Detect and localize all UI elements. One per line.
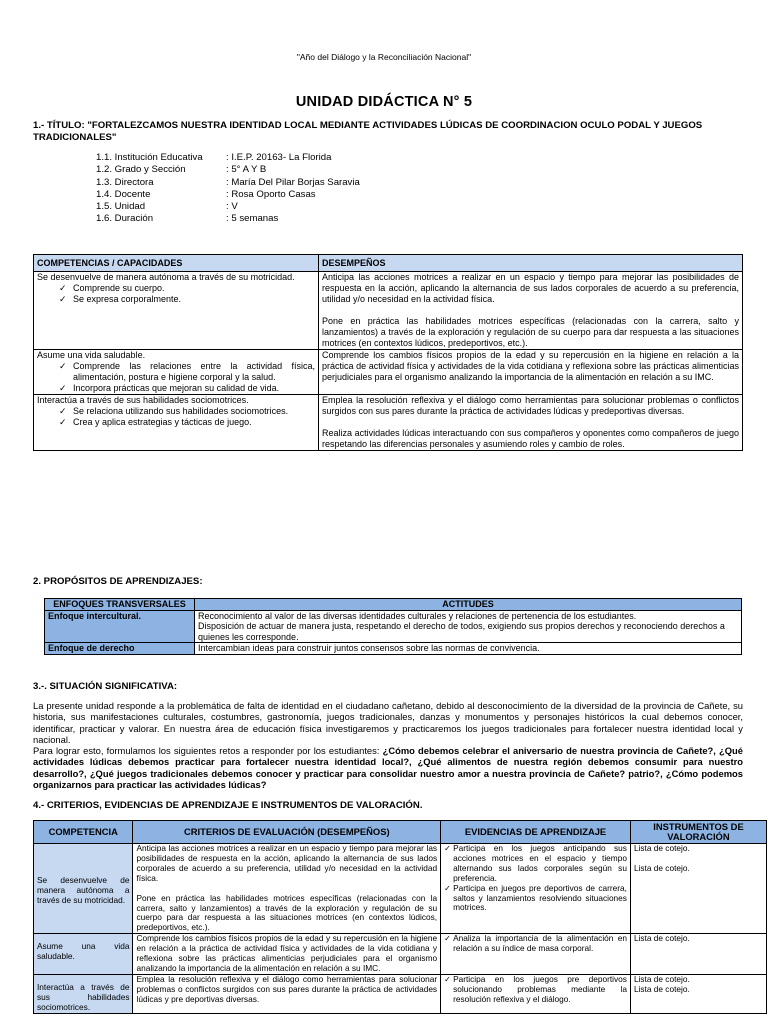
capacidades-list (37, 361, 315, 394)
criterio-text: Comprende los cambios físicos propios de la edad y su repercusión en la higiene en relación a la práctica de actividad física y actividades de la vida cotidiana y reflexiona sobre las prácticas alimenticias perjudiciales para el organismo analizando la importancia de la alimentación en relación a su IMC. (136, 933, 438, 973)
competencia-text: Se desenvuelve de manera autónoma a través de su motricidad. (37, 272, 295, 282)
general-info (96, 152, 360, 226)
actitud-text: Intercambian ideas para construir juntos consensos sobre las normas de convivencia. (198, 643, 540, 653)
propositos-table (44, 598, 742, 655)
info-value: : 5 semanas (226, 213, 279, 225)
competencia-cell: Interactúa a través de sus habilidades sociomotrices. (34, 974, 133, 1013)
situacion-paragraph: La presente unidad responde a la problemática de falta de identidad en el ciudadano cañetano, debido al desconocimiento de la diversidad de la provincia de Cañete, su historia, sus manifestaciones culturales, costumbres, gastronomía, juegos tradicionales, danzas y monumentos y personajes históricos la cual debemos conocer, identificar, practicar y valorar. En nuestra área de educación física investigaremos y practicaremos los juegos tradicionales para fortalecer nuestra identidad local y nacional. (33, 700, 743, 745)
capacidad-item: ✓ Comprende las relaciones entre la actividad física, alimentación, postura e higiene corporal y la salud. (59, 361, 315, 383)
situacion-significativa (33, 700, 743, 790)
evidencia-cell (441, 934, 631, 975)
table-row (34, 395, 743, 451)
criterio-cell (133, 974, 441, 1013)
info-value: : V (226, 201, 238, 213)
criterio-text: Emplea la resolución reflexiva y el diálogo como herramientas para solucionar problemas o conflictos surgidos con sus pares durante la práctica de actividades lúdicas y pre deportivas diversas. (136, 973, 438, 1004)
section-1-title: 1.- TÍTULO: "FORTALEZCAMOS NUESTRA IDENTIDAD LOCAL MEDIANTE ACTIVIDADES LÚDICAS DE COORDINACION OCULO PODAL Y JUEGOS TRADICIONALES" (33, 120, 703, 143)
capacidad-item: ✓ Se expresa corporalmente. (59, 294, 315, 305)
competencia-cell: Se desenvuelve de manera autónoma a través de su motricidad. (34, 844, 133, 934)
table-row (34, 844, 767, 934)
desempeno-text: Comprende los cambios físicos propios de la edad y su repercusión en la higiene en relación a la práctica de actividad física y actividades de la vida cotidiana y reflexiona sobre las prácticas alimenticias perjudiciales para el organismo analizando la importancia de la alimentación en relación a su IMC. (322, 350, 739, 382)
info-value: : María Del Pilar Borjas Saravia (226, 176, 360, 188)
instrumento-cell (630, 934, 766, 975)
criterios-table (33, 820, 767, 1014)
capacidades-list (37, 406, 315, 428)
evidencia-item: ✓ Participa en los juegos anticipando sus acciones motrices en el espacio y tiempo alternando sus lados corporales según su preferencia. (444, 844, 627, 884)
instrumento-text: Lista de cotejo. (633, 933, 690, 944)
table-row (34, 934, 767, 975)
evidencia-item: ✓ Analiza la importancia de la alimentación en relación a su índice de masa corporal. (444, 934, 627, 954)
info-key: 1.5. Unidad (96, 201, 146, 213)
column-header: CRITERIOS DE EVALUACIÓN (DESEMPEÑOS) (133, 821, 441, 844)
instrumento-text: Lista de cotejo. (633, 973, 690, 984)
capacidad-item: ✓ Se relaciona utilizando sus habilidades sociomotrices. (59, 406, 315, 417)
table-row (45, 610, 742, 643)
info-row (96, 189, 360, 201)
evidencia-cell (441, 844, 631, 934)
competencias-table (33, 254, 743, 451)
info-row (96, 152, 360, 164)
info-row (96, 177, 360, 189)
section-4-title: 4.- CRITERIOS, EVIDENCIAS DE APRENDIZAJE E INSTRUMENTOS DE VALORACIÓN. (33, 800, 423, 811)
actitudes-cell (195, 643, 742, 655)
capacidad-item: ✓ Incorpora prácticas que mejoran su calidad de vida. (59, 383, 315, 394)
competencia-cell (34, 272, 319, 350)
unit-title: UNIDAD DIDÁCTICA N° 5 (295, 94, 473, 110)
evidencia-item: ✓ Participa en juegos pre deportivos de carrera, saltos y lanzamientos resolviendo situaciones motrices. (444, 884, 627, 914)
info-key: 1.2. Grado y Sección (96, 164, 186, 176)
desempeno-cell (319, 395, 743, 451)
column-header: COMPETENCIAS / CAPACIDADES (34, 255, 319, 272)
enfoque-cell: Enfoque intercultural. (45, 610, 195, 643)
retos-intro: Para lograr esto, formulamos los siguientes retos a responder por los estudiantes: (33, 745, 383, 757)
criterio-text: Anticipa las acciones motrices a realizar en un espacio y tiempo para mejorar las posibilidades de respuesta en la acción, aplicando la alternancia de sus lados corporales de acuerdo a su preferencia, utilidad y/o necesidad en la actividad física. (136, 843, 438, 883)
info-value: : 5° A Y B (226, 164, 267, 176)
capacidad-item: ✓ Crea y aplica estrategias y tácticas de juego. (59, 417, 315, 428)
info-key: 1.3. Directora (96, 176, 154, 188)
info-value: : Rosa Oporto Casas (226, 188, 316, 200)
info-value: : I.E.P. 20163- La Florida (226, 152, 332, 163)
table-header-row (45, 599, 742, 611)
motto: "Año del Diálogo y la Reconciliación Nacional" (296, 52, 472, 62)
table-row (45, 643, 742, 655)
retos-questions: ¿Cómo debemos celebrar el aniversario de nuestra provincia de Cañete?, ¿Qué actividades lúdicas debemos practicar para fortalecer nuestra identidad local?, ¿Qué alimentos de nuestra región debemos consumir para nuestro desarrollo?, ¿Qué juegos tradicionales debemos conocer y practicar para consolidar nuestro amor a nuestra provincia de Cañete? patrio?, ¿Cómo podemos organizarnos para practicar las actividades lúdicas? (33, 745, 743, 791)
situacion-paragraph (33, 745, 743, 790)
info-row (96, 201, 360, 213)
actitudes-cell (195, 610, 742, 643)
column-header: COMPETENCIA (34, 821, 133, 844)
criterio-text: Pone en práctica las habilidades motrices específicas (relacionadas con la carrera, salto y lanzamientos) a través de la exploración y regulación de su cuerpo para dar respuesta a las situaciones motrices (en contextos lúdicos, predeportivos, etc.). (136, 892, 438, 933)
info-key: 1.1. Institución Educativa (96, 152, 203, 163)
table-row (34, 974, 767, 1013)
desempeno-cell (319, 272, 743, 350)
evidencia-cell (441, 974, 631, 1013)
info-key: 1.6. Duración (96, 213, 154, 225)
table-row (34, 272, 743, 350)
column-header: ENFOQUES TRANSVERSALES (45, 599, 195, 611)
instrumento-text: Lista de cotejo. (633, 862, 690, 873)
actitud-text: Disposición de actuar de manera justa, respetando el derecho de todos, exigiendo sus propios derechos y reconociendo derechos a quienes les corresponde. (198, 621, 725, 642)
desempeno-text: Anticipa las acciones motrices a realizar en un espacio y tiempo para mejorar las posibilidades de respuesta en la acción, aplicando la alternancia de sus lados corporales de acuerdo a su preferencia, utilidad y/o necesidad en la actividad física. (322, 272, 739, 304)
enfoque-cell: Enfoque de derecho (45, 643, 195, 655)
actitud-text: Reconocimiento al valor de las diversas identidades culturales y relaciones de pertenencia de los estudiantes. (198, 610, 637, 621)
criterio-cell (133, 934, 441, 975)
section-2-title: 2. PROPÓSITOS DE APRENDIZAJES: (33, 576, 203, 587)
instrumento-text: Lista de cotejo. (633, 983, 690, 994)
table-row (34, 350, 743, 395)
section-3-title: 3.-. SITUACIÓN SIGNIFICATIVA: (33, 681, 178, 692)
desempeno-text: Realiza actividades lúdicas interactuando con sus compañeros y oponentes como compañeros de juego respetando las diferencias personales y asumiendo roles y cambio de roles. (322, 428, 739, 449)
instrumento-cell (630, 974, 766, 1013)
column-header: ACTITUDES (195, 599, 742, 611)
evidencia-item: ✓ Participa en los juegos pre deportivos solucionando problemas mediante la resolución reflexiva y el diálogo. (444, 975, 627, 1005)
competencia-text: Asume una vida saludable. (37, 350, 146, 360)
desempeno-cell (319, 350, 743, 395)
competencia-text: Interactúa a través de sus habilidades sociomotrices. (37, 395, 249, 405)
table-header-row (34, 821, 767, 844)
info-key: 1.4. Docente (96, 188, 151, 200)
desempeno-text: Pone en práctica las habilidades motrices específicas (relacionadas con la carrera, salto y lanzamientos) a través de la exploración y regulación de su cuerpo para dar respuesta a las situaciones motrices (en contextos lúdicos, predeportivos, etc.). (322, 316, 739, 348)
column-header: INSTRUMENTOS DE VALORACIÓN (630, 821, 766, 844)
competencia-cell: Asume una vida saludable. (34, 934, 133, 975)
instrumento-text: Lista de cotejo. (633, 843, 690, 853)
competencia-cell (34, 395, 319, 451)
desempeno-text: Emplea la resolución reflexiva y el diálogo como herramientas para solucionar problemas o conflictos surgidos con sus pares durante la práctica de actividades lúdicas y predeportivas diversas. (322, 395, 739, 416)
column-header: DESEMPEÑOS (319, 255, 743, 272)
instrumento-cell (630, 844, 766, 934)
info-row (96, 164, 360, 176)
column-header: EVIDENCIAS DE APRENDIZAJE (441, 821, 631, 844)
criterio-cell (133, 844, 441, 934)
capacidad-item: ✓ Comprende su cuerpo. (59, 283, 315, 294)
competencia-cell (34, 350, 319, 395)
capacidades-list (37, 283, 315, 305)
table-header-row (34, 255, 743, 272)
info-row (96, 213, 360, 225)
